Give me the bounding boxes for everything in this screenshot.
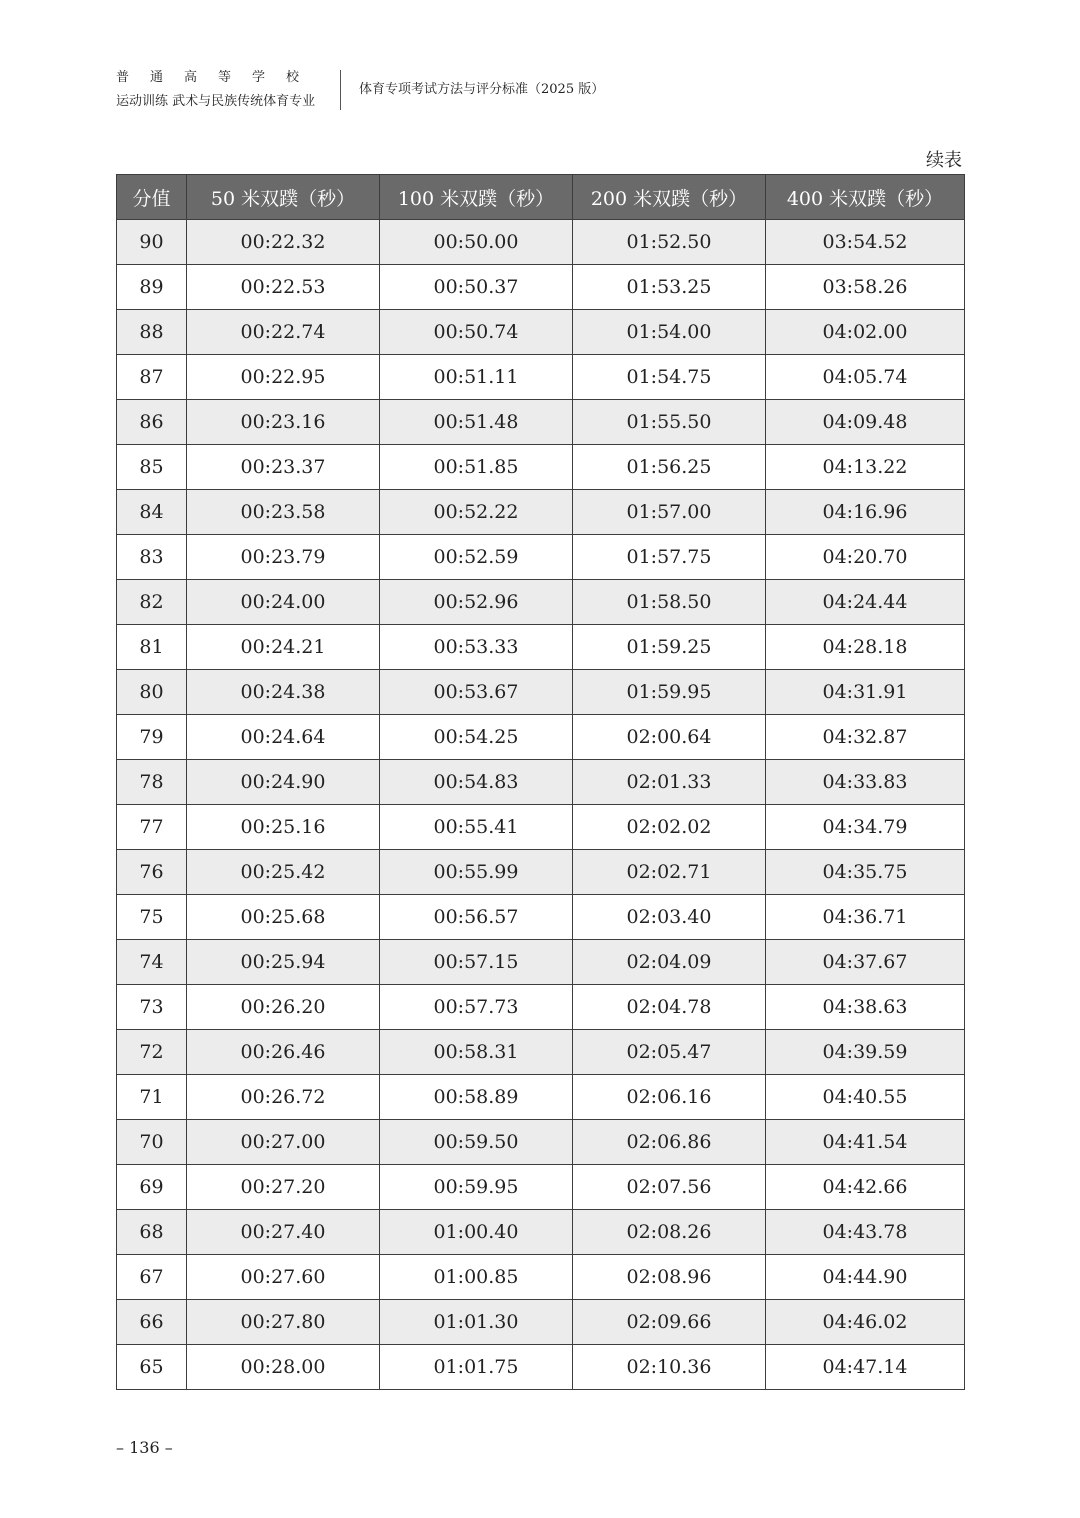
time-100m-cell: 00:59.50 [380,1120,573,1165]
score-cell: 86 [117,400,187,445]
table-row [117,760,965,805]
time-400m-cell: 04:02.00 [766,310,965,355]
time-200m-cell: 02:08.96 [573,1255,766,1300]
time-50m-cell: 00:27.60 [187,1255,380,1300]
time-200m-cell: 01:54.75 [573,355,766,400]
score-cell: 73 [117,985,187,1030]
time-100m-cell: 01:01.30 [380,1300,573,1345]
table-row [117,355,965,400]
time-200m-cell: 02:04.09 [573,940,766,985]
time-50m-cell: 00:24.90 [187,760,380,805]
score-cell: 75 [117,895,187,940]
time-200m-cell: 02:10.36 [573,1345,766,1390]
time-100m-cell: 00:53.67 [380,670,573,715]
time-100m-cell: 00:50.74 [380,310,573,355]
table-row [117,895,965,940]
column-header-400m: 400 米双蹼（秒） [766,175,965,220]
score-cell: 81 [117,625,187,670]
time-100m-cell: 00:52.59 [380,535,573,580]
score-cell: 71 [117,1075,187,1120]
score-cell: 76 [117,850,187,895]
score-cell: 87 [117,355,187,400]
time-50m-cell: 00:25.68 [187,895,380,940]
time-400m-cell: 04:31.91 [766,670,965,715]
time-100m-cell: 00:55.41 [380,805,573,850]
time-400m-cell: 04:46.02 [766,1300,965,1345]
table-header-row [117,175,965,220]
score-cell: 84 [117,490,187,535]
time-50m-cell: 00:23.58 [187,490,380,535]
time-100m-cell: 00:51.85 [380,445,573,490]
time-400m-cell: 03:58.26 [766,265,965,310]
table-row [117,220,965,265]
time-50m-cell: 00:26.72 [187,1075,380,1120]
time-50m-cell: 00:27.20 [187,1165,380,1210]
header-document-title: 体育专项考试方法与评分标准（2025 版） [359,82,605,97]
time-400m-cell: 04:20.70 [766,535,965,580]
time-400m-cell: 04:39.59 [766,1030,965,1075]
time-200m-cell: 01:53.25 [573,265,766,310]
score-cell: 88 [117,310,187,355]
time-400m-cell: 04:35.75 [766,850,965,895]
table-row [117,490,965,535]
time-100m-cell: 00:51.11 [380,355,573,400]
time-200m-cell: 01:57.00 [573,490,766,535]
time-50m-cell: 00:25.94 [187,940,380,985]
time-400m-cell: 04:38.63 [766,985,965,1030]
time-100m-cell: 00:52.96 [380,580,573,625]
table-row [117,1075,965,1120]
time-100m-cell: 01:00.40 [380,1210,573,1255]
time-200m-cell: 02:06.16 [573,1075,766,1120]
time-200m-cell: 01:56.25 [573,445,766,490]
time-50m-cell: 00:22.95 [187,355,380,400]
header-left-block [116,70,320,110]
time-50m-cell: 00:22.32 [187,220,380,265]
time-50m-cell: 00:24.38 [187,670,380,715]
table-row [117,310,965,355]
table-row [117,850,965,895]
time-400m-cell: 04:09.48 [766,400,965,445]
score-cell: 83 [117,535,187,580]
time-400m-cell: 04:33.83 [766,760,965,805]
time-400m-cell: 04:42.66 [766,1165,965,1210]
time-50m-cell: 00:22.74 [187,310,380,355]
column-header-100m: 100 米双蹼（秒） [380,175,573,220]
score-cell: 74 [117,940,187,985]
time-400m-cell: 04:16.96 [766,490,965,535]
time-200m-cell: 01:58.50 [573,580,766,625]
score-cell: 78 [117,760,187,805]
time-50m-cell: 00:22.53 [187,265,380,310]
time-200m-cell: 02:07.56 [573,1165,766,1210]
time-400m-cell: 04:44.90 [766,1255,965,1300]
time-200m-cell: 02:00.64 [573,715,766,760]
time-50m-cell: 00:23.79 [187,535,380,580]
score-cell: 77 [117,805,187,850]
table-row [117,265,965,310]
header-divider [340,70,341,110]
table-row [117,1210,965,1255]
column-header-50m: 50 米双蹼（秒） [187,175,380,220]
table-row [117,535,965,580]
column-header-200m: 200 米双蹼（秒） [573,175,766,220]
column-header-score: 分值 [117,175,187,220]
time-200m-cell: 02:05.47 [573,1030,766,1075]
score-cell: 65 [117,1345,187,1390]
time-400m-cell: 04:43.78 [766,1210,965,1255]
time-50m-cell: 00:27.00 [187,1120,380,1165]
time-100m-cell: 00:52.22 [380,490,573,535]
time-50m-cell: 00:26.46 [187,1030,380,1075]
time-100m-cell: 01:00.85 [380,1255,573,1300]
time-200m-cell: 02:02.71 [573,850,766,895]
time-100m-cell: 00:57.15 [380,940,573,985]
time-200m-cell: 02:02.02 [573,805,766,850]
table-row [117,1345,965,1390]
time-100m-cell: 00:58.31 [380,1030,573,1075]
table-row [117,1030,965,1075]
table-row [117,400,965,445]
time-400m-cell: 04:40.55 [766,1075,965,1120]
table-row [117,670,965,715]
time-100m-cell: 00:59.95 [380,1165,573,1210]
time-100m-cell: 00:54.83 [380,760,573,805]
time-400m-cell: 04:36.71 [766,895,965,940]
time-50m-cell: 00:27.80 [187,1300,380,1345]
table-row [117,1255,965,1300]
time-400m-cell: 04:28.18 [766,625,965,670]
time-400m-cell: 04:32.87 [766,715,965,760]
table-row [117,445,965,490]
time-200m-cell: 02:03.40 [573,895,766,940]
score-cell: 68 [117,1210,187,1255]
time-50m-cell: 00:24.64 [187,715,380,760]
time-400m-cell: 04:24.44 [766,580,965,625]
score-cell: 79 [117,715,187,760]
score-table [116,174,965,1390]
table-row [117,985,965,1030]
time-50m-cell: 00:23.37 [187,445,380,490]
time-100m-cell: 00:50.00 [380,220,573,265]
time-400m-cell: 03:54.52 [766,220,965,265]
score-cell: 66 [117,1300,187,1345]
score-cell: 85 [117,445,187,490]
table-row [117,715,965,760]
time-400m-cell: 04:41.54 [766,1120,965,1165]
table-row [117,940,965,985]
time-50m-cell: 00:25.16 [187,805,380,850]
score-cell: 67 [117,1255,187,1300]
time-100m-cell: 01:01.75 [380,1345,573,1390]
table-row [117,580,965,625]
score-cell: 89 [117,265,187,310]
score-cell: 72 [117,1030,187,1075]
score-cell: 69 [117,1165,187,1210]
time-100m-cell: 00:56.57 [380,895,573,940]
time-400m-cell: 04:13.22 [766,445,965,490]
page-number: – 136 – [116,1438,173,1457]
time-200m-cell: 01:57.75 [573,535,766,580]
table-body [117,220,965,1390]
time-400m-cell: 04:34.79 [766,805,965,850]
time-200m-cell: 01:55.50 [573,400,766,445]
time-50m-cell: 00:24.00 [187,580,380,625]
header-school-title: 普通高等学校 [116,70,321,85]
time-200m-cell: 01:59.25 [573,625,766,670]
time-200m-cell: 02:09.66 [573,1300,766,1345]
time-200m-cell: 01:54.00 [573,310,766,355]
time-400m-cell: 04:37.67 [766,940,965,985]
time-400m-cell: 04:05.74 [766,355,965,400]
table-row [117,1165,965,1210]
time-100m-cell: 00:57.73 [380,985,573,1030]
time-200m-cell: 01:59.95 [573,670,766,715]
time-100m-cell: 00:55.99 [380,850,573,895]
time-50m-cell: 00:25.42 [187,850,380,895]
time-100m-cell: 00:54.25 [380,715,573,760]
time-50m-cell: 00:28.00 [187,1345,380,1390]
continued-label: 续表 [926,150,962,171]
time-100m-cell: 00:53.33 [380,625,573,670]
time-200m-cell: 02:06.86 [573,1120,766,1165]
time-200m-cell: 02:04.78 [573,985,766,1030]
header-major-title: 运动训练 武术与民族传统体育专业 [116,94,316,109]
table-row [117,805,965,850]
score-cell: 80 [117,670,187,715]
time-200m-cell: 02:01.33 [573,760,766,805]
time-100m-cell: 00:51.48 [380,400,573,445]
running-header [116,70,604,110]
time-200m-cell: 02:08.26 [573,1210,766,1255]
table-row [117,625,965,670]
time-100m-cell: 00:58.89 [380,1075,573,1120]
time-200m-cell: 01:52.50 [573,220,766,265]
time-50m-cell: 00:27.40 [187,1210,380,1255]
score-cell: 70 [117,1120,187,1165]
time-50m-cell: 00:24.21 [187,625,380,670]
score-cell: 82 [117,580,187,625]
table-row [117,1300,965,1345]
time-50m-cell: 00:23.16 [187,400,380,445]
time-100m-cell: 00:50.37 [380,265,573,310]
time-400m-cell: 04:47.14 [766,1345,965,1390]
table-row [117,1120,965,1165]
score-cell: 90 [117,220,187,265]
time-50m-cell: 00:26.20 [187,985,380,1030]
